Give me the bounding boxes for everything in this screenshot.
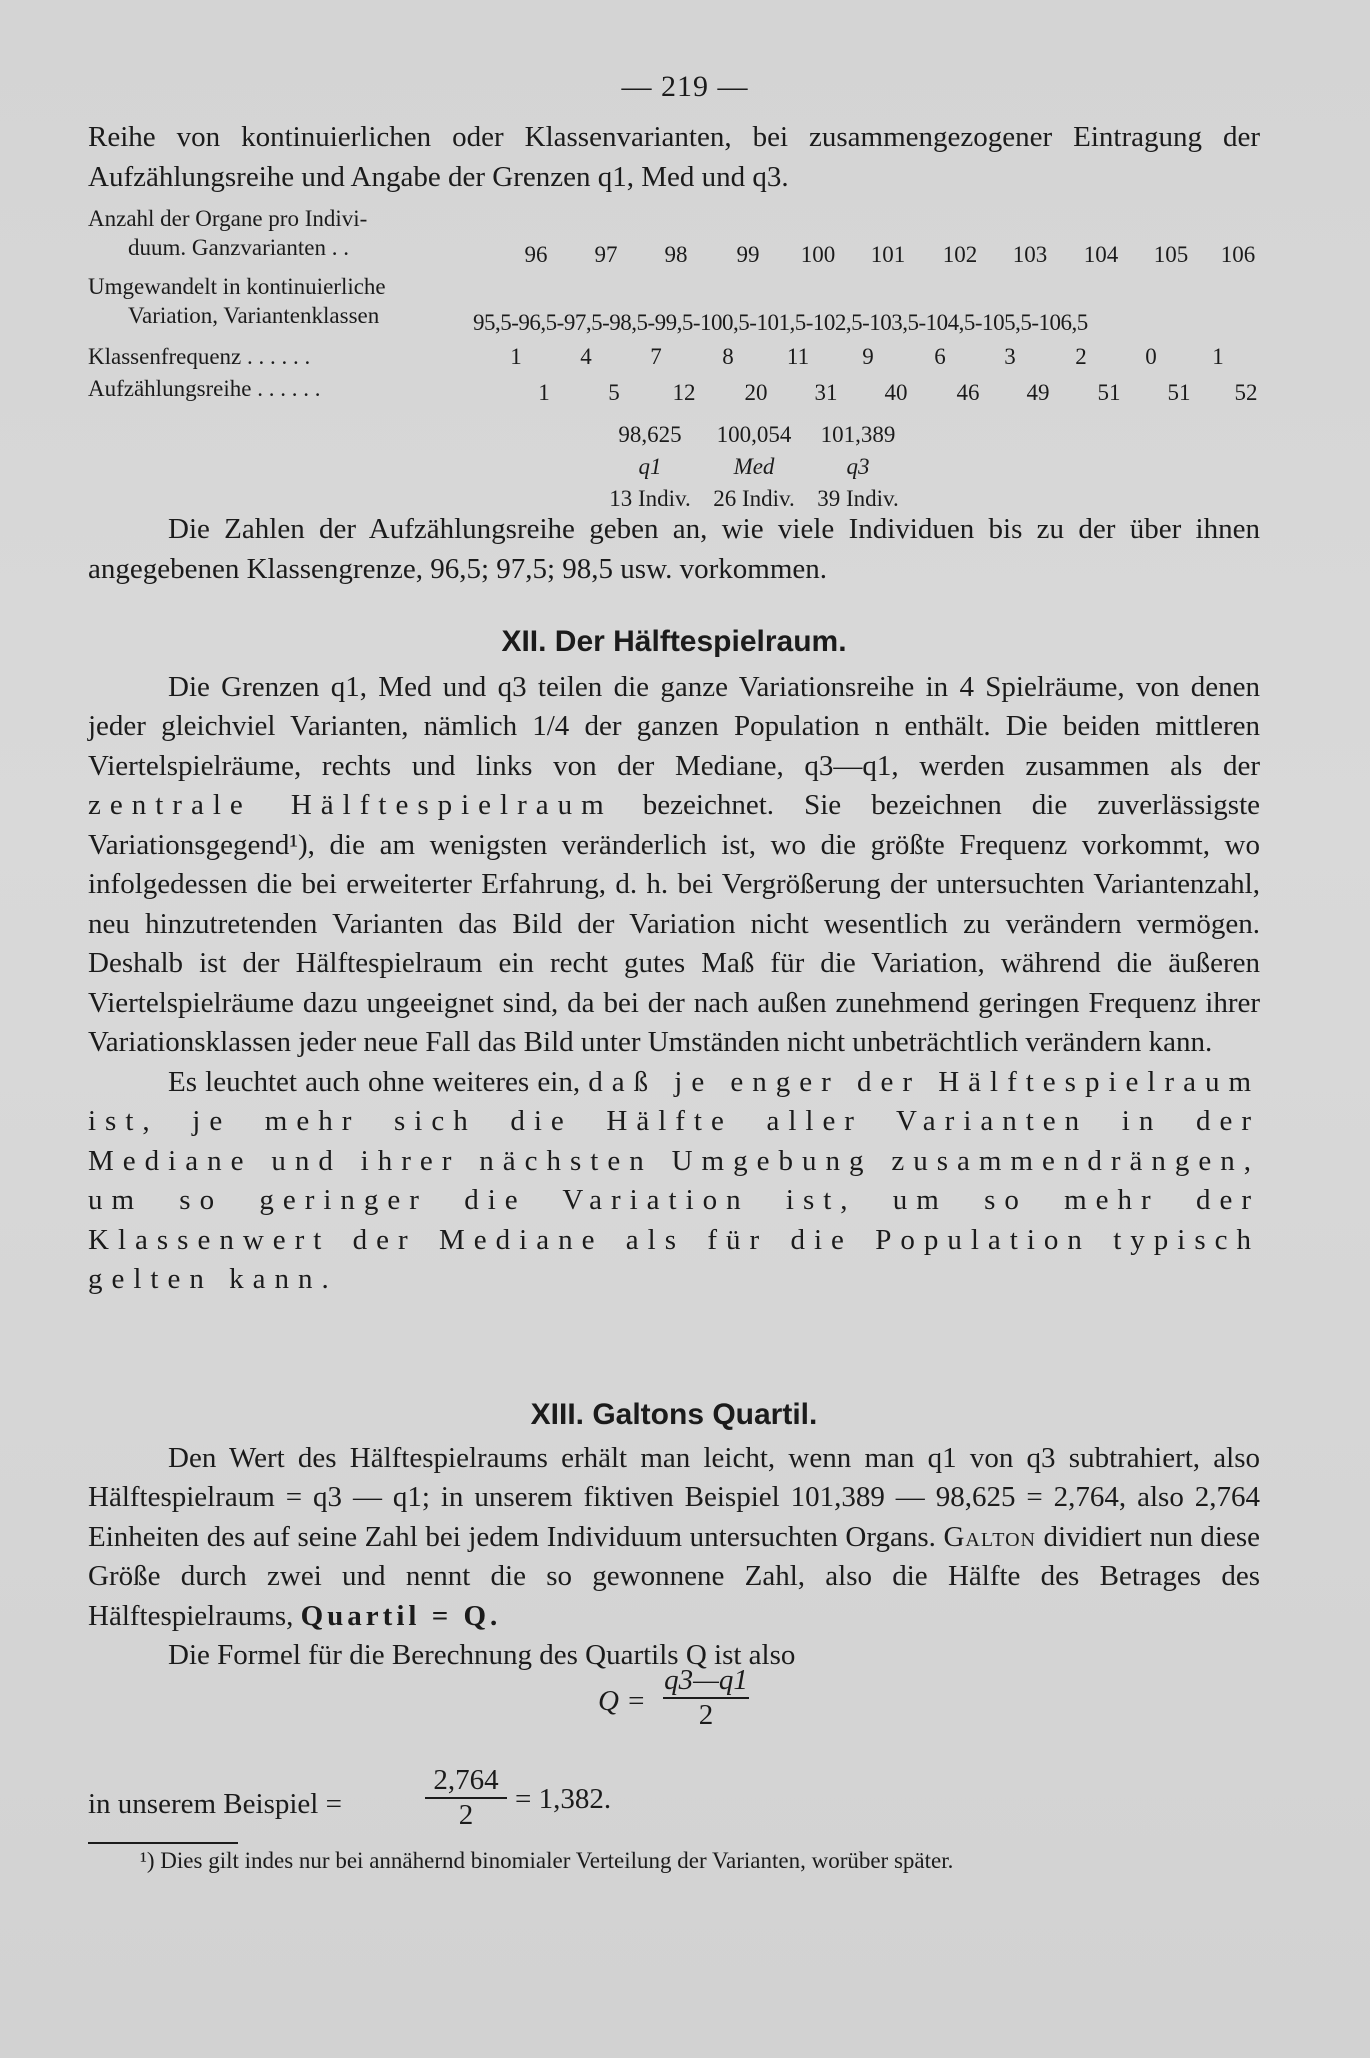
formula-q-denominator: 2 <box>663 1697 749 1732</box>
frequenz-5: 9 <box>862 344 874 369</box>
frequenz-4: 11 <box>786 344 810 369</box>
grenzname-2: q3 <box>846 454 870 479</box>
ganzvariante-3: 99 <box>736 242 760 267</box>
label-continuous-line2: Variation, Variantenklassen <box>128 303 380 328</box>
ganzvariante-6: 102 <box>942 242 978 267</box>
frequenz-8: 2 <box>1075 344 1087 369</box>
aufzaehlung-8: 51 <box>1097 380 1121 405</box>
label-frequency: Klassenfrequenz . . . . . . <box>88 344 311 369</box>
ganzvariante-9: 105 <box>1153 242 1189 267</box>
example-lhs: in unserem Beispiel = <box>88 1788 342 1820</box>
aufzaehlung-9: 51 <box>1167 380 1191 405</box>
grenzwert-2: 101,389 <box>820 422 896 447</box>
page-number: — 219 — <box>621 70 749 103</box>
frequenz-0: 1 <box>510 344 522 369</box>
indiv-0: 13 Indiv. <box>609 486 691 511</box>
footnote-rule <box>88 1842 238 1844</box>
section-13-paragraph-1 <box>88 1439 1260 1637</box>
row-ganzvarianten <box>88 242 1288 272</box>
aufzaehlung-6: 46 <box>956 380 980 405</box>
aufzaehlung-3: 20 <box>744 380 768 405</box>
frequenz-2: 7 <box>650 344 662 369</box>
aufzaehlung-0: 1 <box>538 380 550 405</box>
s13-p1-part-b: dividiert nun diese Größe durch zwei und nennt die so gewonnene Zahl, also die Hälfte des Betrages des Hälftespielraums, <box>88 1520 1260 1632</box>
after-table-text: Die Zahlen der Aufzählungsreihe geben an, wie viele Individuen bis zu der über ihnen angegebenen Klassengrenze, 96,5; 97,5; 98,5 usw. vorkommen. <box>88 513 1260 585</box>
row-frequenz <box>88 344 1288 374</box>
ganzvariante-2: 98 <box>664 242 688 267</box>
s12-p1-part-a: Die Grenzen q1, Med und q3 teilen die ganze Variationsreihe in 4 Spielräume, von denen jeder gleichviel Varianten, nämlich 1/4 der ganzen Population n enthält. Die beiden mittleren Viertelspielräume, rechts und links von der Mediane, q3—q1, werden zusammen als der <box>88 670 1260 782</box>
ganzvariante-5: 101 <box>870 242 906 267</box>
label-enumeration: Aufzählungsreihe . . . . . . <box>88 376 321 401</box>
aufzaehlung-7: 49 <box>1026 380 1050 405</box>
ganzvariante-10: 106 <box>1220 242 1256 267</box>
frequenz-9: 0 <box>1145 344 1157 369</box>
s13-quartil: Quartil = Q. <box>300 1599 502 1632</box>
aufzaehlung-2: 12 <box>672 380 696 405</box>
aufzaehlung-5: 40 <box>884 380 908 405</box>
row-klassen: 95,5-96,5-97,5-98,5-99,5-100,5-101,5-102,5-103,5-104,5-105,5-106,5 <box>473 310 1088 335</box>
intro-text: Reihe von kontinuierlichen oder Klassenvarianten, bei zusammengezogener Eintragung der Aufzählungsreihe und Angabe der Grenzen q1, Med und q3. <box>88 121 1260 193</box>
aufzaehlung-10: 52 <box>1234 380 1258 405</box>
aufzaehlung-4: 31 <box>814 380 838 405</box>
s12-p2-part-a: Es leuchtet auch ohne weiteres ein, <box>168 1065 581 1098</box>
section-12-title: XII. Der Hälftespielraum. <box>501 625 847 658</box>
s12-p2-spaced: daß je enger der Hälftespielraum ist, je mehr sich die Hälfte aller Varianten in der Mediane und ihrer nächsten Umgebung zusammendrängen, um so geringer die Variation ist, um so mehr der Klassenwert der Mediane als für die Population typisch gelten kann. <box>88 1065 1261 1295</box>
label-continuous <box>88 272 386 330</box>
grenzwert-0: 98,625 <box>618 422 682 447</box>
s12-p1-spaced: zentrale Hälftespielraum <box>88 789 613 821</box>
ganzvariante-0: 96 <box>524 242 548 267</box>
section-12 <box>88 622 1260 1300</box>
section-13-title: XIII. Galtons Quartil. <box>530 1398 818 1431</box>
after-table-paragraph <box>88 510 1260 589</box>
indiv-2: 39 Indiv. <box>817 486 899 511</box>
s13-galton: Galton <box>943 1520 1036 1553</box>
frequenz-1: 4 <box>580 344 592 369</box>
frequenz-3: 8 <box>722 344 734 369</box>
label-organs-line2: duum. Ganzvarianten . . <box>128 235 349 260</box>
section-12-paragraph-2 <box>88 1063 1260 1300</box>
row-grenzwerte <box>88 422 1288 452</box>
formula-q-numerator: q3—q1 <box>664 1664 748 1696</box>
label-organs-line1: Anzahl der Organe pro Indivi- <box>88 206 368 231</box>
intro-paragraph <box>88 118 1260 197</box>
section-13-paragraph-2: Die Formel für die Berechnung des Quartils Q ist also <box>168 1639 796 1671</box>
grenzname-1: Med <box>733 454 775 479</box>
section-13 <box>88 1395 1260 1676</box>
section-12-paragraph-1 <box>88 668 1260 1063</box>
frequenz-10: 1 <box>1212 344 1224 369</box>
row-aufzaehlung <box>88 380 1288 410</box>
example-fraction <box>425 1764 507 1832</box>
s12-p1-part-b: bezeichnet. Sie bezeichnen die zuverlässigste Variationsgegend¹), die am wenigsten veränderlich ist, wo die größte Frequenz vorkommt, wo infolgedessen die bei erweiterter Erfahrung, d. h. bei Vergrößerung der untersuchten Variantenzahl, neu hinzutretenden Varianten das Bild der Variation nicht wesentlich zu verändern vermögen. Deshalb ist der Hälftespielraum ein recht gutes Maß für die Variation, während die äußeren Viertelspielräume dazu ungeeignet sind, da bei der nach außen zunehmend geringen Frequenz ihrer Variationsklassen jeder neue Fall das Bild unter Umständen nicht unbeträchtlich verändern kann. <box>88 789 1261 1058</box>
s13-p1-part-a: Den Wert des Hälftespielraums erhält man leicht, wenn man q1 von q3 subtrahiert, also Hälftespielraum = q3 — q1; in unserem fiktiven Beispiel 101,389 — 98,625 = 2,764, also 2,764 Einheiten des auf seine Zahl bei jedem Individuum untersuchten Organs. <box>88 1441 1260 1553</box>
example-denominator: 2 <box>425 1797 507 1832</box>
aufzaehlung-1: 5 <box>608 380 620 405</box>
frequenz-7: 3 <box>1004 344 1016 369</box>
ganzvariante-1: 97 <box>594 242 618 267</box>
footnote: ¹) Dies gilt indes nur bei annähernd binomialer Verteilung der Varianten, worüber später. <box>140 1848 954 1873</box>
ganzvariante-7: 103 <box>1012 242 1048 267</box>
grenzname-0: q1 <box>638 454 662 479</box>
ganzvariante-4: 100 <box>800 242 836 267</box>
row-grenznamen <box>88 454 1288 484</box>
frequenz-6: 6 <box>934 344 946 369</box>
label-continuous-line1: Umgewandelt in kontinuierliche <box>88 274 386 299</box>
example-numerator: 2,764 <box>433 1764 499 1796</box>
indiv-1: 26 Indiv. <box>713 486 795 511</box>
grenzwert-1: 100,054 <box>716 422 792 447</box>
formula-q-fraction <box>663 1664 749 1732</box>
ganzvariante-8: 104 <box>1083 242 1119 267</box>
formula-q-lhs: Q = <box>598 1685 646 1717</box>
example-rhs: = 1,382. <box>515 1783 612 1815</box>
